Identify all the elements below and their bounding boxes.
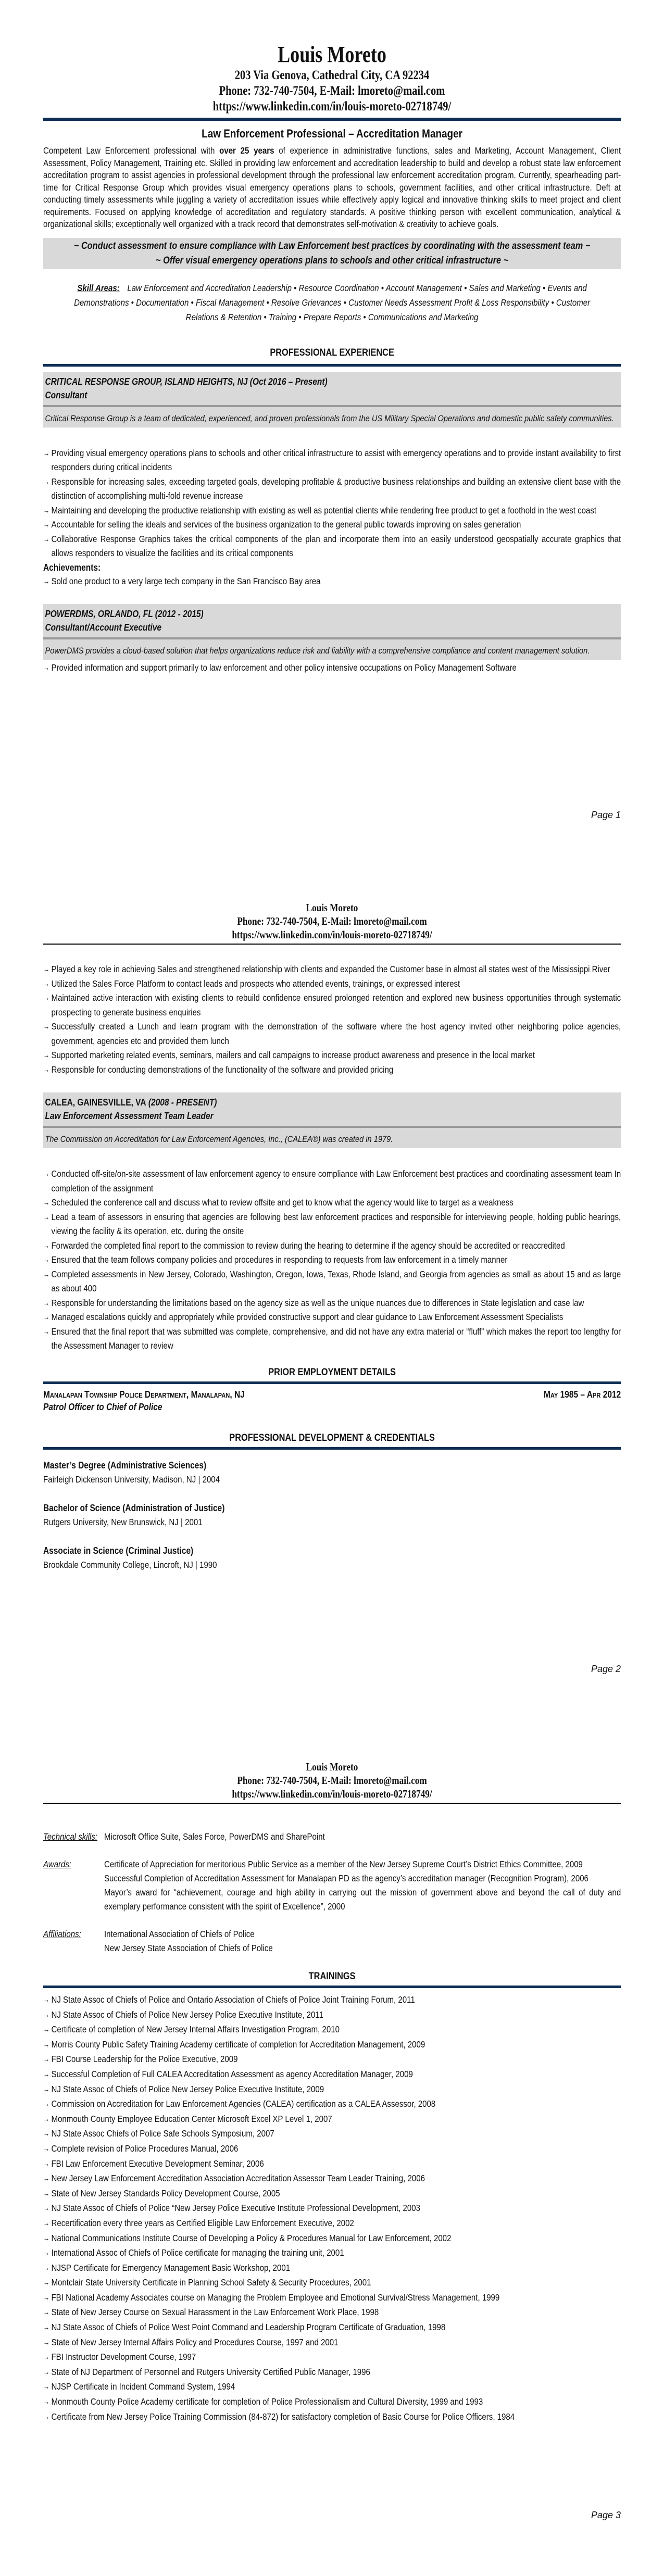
arrow-right-icon: → (43, 2010, 50, 2019)
page-number: Page 3 (591, 2510, 621, 2520)
arrow-right-icon: → (43, 994, 50, 1002)
technical-skills-label: Technical skills: (43, 1831, 98, 1842)
list-item: → Successfully created a Lunch and learn program with the demonstration of the software where the host agency invited other neighboring police agencies, government, agencies etc and provided them lunch (43, 1020, 621, 1048)
company-name: CALEA, GAINESVILLE, VA (45, 1097, 146, 1108)
linkedin-link[interactable]: https://www.linkedin.com/in/louis-moreto-02718749/ (232, 928, 432, 941)
job-role: Law Enforcement Assessment Team Leader (45, 1111, 214, 1121)
list-item: → FBI National Academy Associates course on Managing the Problem Employee and Emotional Survival/Stress Management, 1999 (43, 2290, 621, 2305)
list-item: → New Jersey Law Enforcement Accreditation Association Accreditation Assessor Team Leader Training, 2006 (43, 2171, 621, 2186)
arrow-right-icon: → (43, 1065, 50, 1074)
list-item: → Certificate of completion of New Jersey Internal Affairs Investigation Program, 2010 (43, 2022, 621, 2037)
list-item: → Maintaining and developing the productive relationship with existing as well as potential clients while rendering free product to get a foothold in the west coast (43, 504, 621, 518)
arrow-right-icon: → (43, 1995, 50, 2004)
section-divider (43, 1447, 621, 1450)
job-dates: (Oct 2016 – Present) (247, 376, 328, 387)
list-item: → FBI Law Enforcement Executive Development Seminar, 2006 (43, 2156, 621, 2171)
list-item: → International Assoc of Chiefs of Police certificate for managing the training unit, 2001 (43, 2245, 621, 2260)
arrow-right-icon: → (43, 2367, 50, 2376)
list-item: → FBI Course Leadership for the Police Executive, 2009 (43, 2052, 621, 2067)
section-title-development: PROFESSIONAL DEVELOPMENT & CREDENTIALS (229, 1432, 435, 1443)
degree: Bachelor of Science (Administration of Justice) (43, 1502, 225, 1513)
contact-info: Phone: 732-740-7504, E-Mail: lmoreto@mail.com (219, 84, 445, 98)
list-item: → Completed assessments in New Jersey, Colorado, Washington, Oregon, Iowa, Texas, Rhode Island, and Georgia from agencies as small as about 15 and as large as about 400 (43, 1267, 621, 1296)
summary: Competent Law Enforcement professional with over 25 years of experience in administrative functions, sales and Marketing, Account Management, Client Assessment, Policy Management, Training etc. Skilled in providing law enforcement and accreditation leadership to build and develop a robust state law enforcement accreditation program to assist agencies in professional development through the professional law enforcement accreditation program. Currently, spearheading part-time for Critical Response Group which provides visual emergency operations plans to schools, government facilities, and other critical infrastructure. Deft at conducting timely assessments while juggling a variety of accreditation issues while effectively apply logical and innovative thinking skills to meet project and client requirements. Focused on applying knowledge of accreditation and regulatory standards. A positive thinking person with excellent communication, analytical & organizational skills; exceptionally well organized with a track record that demonstrates self-motivation & creativity to achieve goals. (43, 145, 621, 229)
list-item: → Utilized the Sales Force Platform to contact leads and prospects who attended events, trainings, or expressed interest (43, 977, 621, 991)
degree: Associate in Science (Criminal Justice) (43, 1545, 194, 1556)
skill-areas-list: Law Enforcement and Accreditation Leadership • Resource Coordination • Account Management • Sales and Marketing • Events and Demonstrations • Documentation • Fiscal Management • Resolve Grievances • Customer Needs Assessment Profit & Loss Responsibility • Customer Relations & Retention • Training • Prepare Reports • Communications and Marketing (74, 282, 591, 322)
company-name: CRITICAL RESPONSE GROUP, ISLAND HEIGHTS, NJ (45, 376, 248, 387)
arrow-right-icon: → (43, 2412, 50, 2421)
arrow-right-icon: → (43, 2040, 50, 2049)
list-item: → State of New Jersey Internal Affairs Policy and Procedures Course, 1997 and 2001 (43, 2335, 621, 2350)
trainings-list (43, 1992, 621, 2424)
arrow-right-icon: → (43, 1255, 50, 1264)
section-divider (43, 1381, 621, 1384)
list-item: → NJ State Assoc of Chiefs of Police “New Jersey Police Executive Institute Professional Development, 2003 (43, 2201, 621, 2216)
list-item: → NJ State Assoc Chiefs of Police Safe Schools Symposium, 2007 (43, 2126, 621, 2141)
company-description: The Commission on Accreditation for Law Enforcement Agencies, Inc., (CALEA®) was created in 1979. (43, 1131, 621, 1148)
resume-header (95, 42, 569, 115)
job-role: Consultant/Account Executive (45, 622, 162, 633)
candidate-name: Louis Moreto (306, 1761, 358, 1773)
list-item: → National Communications Institute Course of Developing a Policy & Procedures Manual for Law Enforcement, 2002 (43, 2231, 621, 2246)
award-item: Certificate of Appreciation for meritorious Public Service as a member of the New Jersey Supreme Court’s District Ethics Committee, 2009 (104, 1859, 583, 1869)
linkedin-link[interactable]: https://www.linkedin.com/in/louis-moreto-02718749/ (232, 1788, 432, 1800)
list-item: → Played a key role in achieving Sales and strengthened relationship with clients and expanded the Customer base in almost all states west of the Mississippi River (43, 962, 621, 977)
arrow-right-icon: → (43, 1327, 50, 1336)
header-divider (43, 118, 621, 121)
technical-skills (43, 1830, 621, 1844)
list-item: → Monmouth County Employee Education Center Microsoft Excel XP Level 1, 2007 (43, 2112, 621, 2127)
awards-label: Awards: (43, 1859, 72, 1869)
job-bullets (43, 446, 621, 561)
arrow-right-icon: → (43, 2159, 50, 2168)
section-title-prior: PRIOR EMPLOYMENT DETAILS (268, 1366, 396, 1378)
arrow-right-icon: → (43, 2218, 50, 2227)
arrow-right-icon: → (43, 1298, 50, 1307)
list-item: → Maintained active interaction with existing clients to rebuild confidence ensured prolonged retention and explored new business opportunities through systematic prospecting to generate business enquiries (43, 991, 621, 1020)
header-divider (43, 944, 621, 945)
list-item: → Ensured that the final report that was submitted was complete, comprehensive, and did not have any extra material or “fluff” which makes the report too lengthy for the Assessment Manager to review (43, 1325, 621, 1353)
arrow-right-icon: → (43, 1170, 50, 1178)
affiliations (43, 1927, 621, 1955)
list-item: → Montclair State University Certificate in Planning School Safety & Security Procedures, 2001 (43, 2275, 621, 2290)
arrow-right-icon: → (43, 2084, 50, 2093)
candidate-name: Louis Moreto (306, 901, 358, 914)
arrow-right-icon: → (43, 965, 50, 973)
education-item (43, 1458, 621, 1486)
list-item: → Provided information and support primarily to law enforcement and other policy intensive occupations on Policy Management Software (43, 661, 621, 675)
list-item: → NJSP Certificate in Incident Command System, 1994 (43, 2379, 621, 2394)
education-item (43, 1501, 621, 1529)
arrow-right-icon: → (43, 2100, 50, 2108)
arrow-right-icon: → (43, 2055, 50, 2064)
arrow-right-icon: → (43, 1212, 50, 1221)
affiliations-label: Affiliations: (43, 1929, 81, 1939)
banner-line-1: ~ Conduct assessment to ensure compliance with Law Enforcement best practices by coordinating with the assessment team ~ (73, 240, 591, 252)
arrow-right-icon: → (43, 2025, 50, 2034)
arrow-right-icon: → (43, 2233, 50, 2242)
list-item: → Complete revision of Police Procedures Manual, 2006 (43, 2141, 621, 2156)
contact-info: Phone: 732-740-7504, E-Mail: lmoreto@mail.com (237, 1774, 427, 1787)
job-header-critical-response (43, 372, 621, 410)
arrow-right-icon: → (43, 2189, 50, 2197)
arrow-right-icon: → (43, 2308, 50, 2317)
section-title-experience: PROFESSIONAL EXPERIENCE (270, 347, 394, 358)
arrow-right-icon: → (43, 2069, 50, 2078)
arrow-right-icon: → (43, 2129, 50, 2138)
affiliation-item: International Association of Chiefs of Police (104, 1929, 255, 1939)
arrow-right-icon: → (43, 2382, 50, 2391)
list-item: → NJ State Assoc of Chiefs of Police New Jersey Police Executive Institute, 2011 (43, 2007, 621, 2022)
prior-employment (43, 1389, 621, 1400)
list-item: → Forwarded the completed final report to the commission to review during the hearing to determine if the agency should be accredited or reaccredited (43, 1239, 621, 1253)
job-dates: (2012 - 2015) (153, 609, 204, 619)
arrow-right-icon: → (43, 534, 50, 543)
prior-company: Manalapan Township Police Department, Manalapan, NJ (43, 1389, 245, 1400)
page-number: Page 1 (591, 810, 621, 820)
arrow-right-icon: → (43, 1313, 50, 1321)
summary-highlight: over 25 years (219, 145, 274, 156)
arrow-right-icon: → (43, 576, 50, 585)
company-description: Critical Response Group is a team of dedicated, experienced, and proven professionals from the US Military Special Operations and domestic public safety communities. (43, 410, 621, 428)
list-item: → Collaborative Response Graphics takes the critical components of the plan and incorporate them into an easily understood geospatially accurate graphics that allows responders to visualize the facilities and its critical components (43, 532, 621, 561)
banner-line-2: ~ Offer visual emergency operations plans to schools and other critical infrastructure ~ (156, 255, 509, 266)
award-item: Successful Completion of Accreditation Assessment for Manalapan PD as the agency’s accreditation manager (Recognition Program), 2006 (104, 1873, 588, 1883)
company-description: PowerDMS provides a cloud-based solution that helps organizations reduce risk and liability with a comprehensive compliance and content management solution. (43, 643, 621, 660)
list-item: → Providing visual emergency operations plans to schools and other critical infrastructure to assist with emergency operations and to provide instant availability to first responders during critical incidents (43, 446, 621, 475)
arrow-right-icon: → (43, 477, 50, 486)
header-divider (43, 1803, 621, 1804)
list-item: → NJ State Assoc of Chiefs of Police West Point Command and Leadership Program Certificate of Graduation, 1998 (43, 2320, 621, 2335)
award-item: Mayor’s award for “achievement, courage and high ability in carrying out the mission of government above and beyond the call of duty and exemplary performance consistent with the spirit of Excellence”, 2000 (104, 1887, 621, 1912)
education-item (43, 1543, 621, 1572)
prior-dates: May 1985 – Apr 2012 (543, 1389, 621, 1400)
arrow-right-icon: → (43, 663, 50, 672)
company-name: POWERDMS, ORLANDO, FL (45, 609, 153, 619)
section-divider (43, 1986, 621, 1988)
achievements-label: Achievements: (43, 562, 101, 573)
arrow-right-icon: → (43, 2114, 50, 2123)
list-item: → Certificate from New Jersey Police Training Commission (84-872) for satisfactory completion of Basic Course for Police Officers, 1984 (43, 2409, 621, 2424)
arrow-right-icon: → (43, 520, 50, 529)
professional-title: Law Enforcement Professional – Accreditation Manager (202, 127, 463, 140)
arrow-right-icon: → (43, 2174, 50, 2183)
list-item: → Morris County Public Safety Training Academy certificate of completion for Accreditation Management, 2009 (43, 2037, 621, 2052)
arrow-right-icon: → (43, 2248, 50, 2257)
affiliation-item: New Jersey State Association of Chiefs of Police (104, 1943, 273, 1953)
arrow-right-icon: → (43, 2338, 50, 2346)
arrow-right-icon: → (43, 2353, 50, 2361)
page-number: Page 2 (591, 1664, 621, 1674)
arrow-right-icon: → (43, 2144, 50, 2153)
arrow-right-icon: → (43, 2278, 50, 2287)
contact-info: Phone: 732-740-7504, E-Mail: lmoreto@mail.com (237, 915, 427, 927)
list-item: → Recertification every three years as Certified Eligible Law Enforcement Executive, 2002 (43, 2216, 621, 2231)
list-item: → Responsible for understanding the limitations based on the agency size as well as the unique nuances due to differences in State legislation and case law (43, 1296, 621, 1311)
skill-areas-label: Skill Areas: (77, 282, 120, 293)
list-item: → Conducted off-site/on-site assessment of law enforcement agency to ensure compliance with Law Enforcement best practices and coordinating assessment team In completion of the assignment (43, 1167, 621, 1196)
section-title-trainings: TRAININGS (308, 1971, 356, 1982)
arrow-right-icon: → (43, 1051, 50, 1059)
arrow-right-icon: → (43, 2323, 50, 2332)
arrow-right-icon: → (43, 2204, 50, 2213)
job-header-calea (43, 1092, 621, 1131)
page-2 (0, 859, 664, 1718)
linkedin-link[interactable]: https://www.linkedin.com/in/louis-moreto-02718749/ (212, 99, 452, 114)
page-1 (0, 0, 664, 859)
resume-header (95, 1760, 569, 1801)
arrow-right-icon: → (43, 1241, 50, 1250)
arrow-right-icon: → (43, 2263, 50, 2272)
list-item: → Successful Completion of Full CALEA Accreditation Assessment as agency Accreditation Manager, 2009 (43, 2067, 621, 2082)
arrow-right-icon: → (43, 506, 50, 514)
job-role: Consultant (45, 389, 87, 400)
list-item: → Accountable for selling the ideals and services of the business organization to the general public towards improving on sales generation (43, 518, 621, 532)
technical-skills-value: Microsoft Office Suite, Sales Force, PowerDMS and SharePoint (104, 1831, 325, 1842)
list-item: → Scheduled the conference call and discuss what to review offsite and get to know what the agency would like to target as a weakness (43, 1196, 621, 1210)
list-item: → NJ State Assoc of Chiefs of Police New Jersey Police Executive Institute, 2009 (43, 2082, 621, 2097)
list-item: → Sold one product to a very large tech company in the San Francisco Bay area (43, 574, 621, 589)
arrow-right-icon: → (43, 2293, 50, 2302)
arrow-right-icon: → (43, 1270, 50, 1278)
page-3 (0, 1718, 664, 2576)
awards (43, 1857, 621, 1914)
school: Fairleigh Dickenson University, Madison, NJ | 2004 (43, 1474, 220, 1485)
section-divider (43, 364, 621, 367)
achievements-list (43, 574, 621, 589)
list-item: → NJSP Certificate for Emergency Management Basic Workshop, 2001 (43, 2260, 621, 2276)
divider (43, 1126, 621, 1128)
resume-header (95, 901, 569, 941)
list-item: → State of New Jersey Course on Sexual Harassment in the Law Enforcement Work Place, 1998 (43, 2305, 621, 2320)
list-item: → Commission on Accreditation for Law Enforcement Agencies (CALEA) certification as a CALEA Assessor, 2008 (43, 2096, 621, 2112)
list-item: → Responsible for conducting demonstrations of the functionality of the software and provided pricing (43, 1063, 621, 1077)
arrow-right-icon: → (43, 2397, 50, 2406)
address: 203 Via Genova, Cathedral City, CA 92234 (234, 68, 430, 82)
job-header-powerdms (43, 604, 621, 643)
divider (43, 637, 621, 639)
arrow-right-icon: → (43, 448, 50, 457)
list-item: → NJ State Assoc of Chiefs of Police and Ontario Association of Chiefs of Police Joint Training Forum, 2011 (43, 1992, 621, 2007)
value-banner (43, 238, 621, 269)
arrow-right-icon: → (43, 979, 50, 988)
list-item: → State of NJ Department of Personnel and Rutgers University Certified Public Manager, 1996 (43, 2365, 621, 2380)
school: Brookdale Community College, Lincroft, NJ | 1990 (43, 1559, 217, 1570)
skill-areas (61, 281, 603, 324)
arrow-right-icon: → (43, 1022, 50, 1031)
arrow-right-icon: → (43, 1198, 50, 1207)
job-bullets (43, 962, 621, 1077)
divider (43, 405, 621, 407)
job-bullets (43, 661, 621, 675)
job-dates: (2008 - PRESENT) (146, 1097, 217, 1108)
list-item: → Responsible for increasing sales, exceeding targeted goals, developing profitable & productive business relationships and building an extensive client base with the distinction of accomplishing multi-fold revenue increase (43, 475, 621, 504)
school: Rutgers University, New Brunswick, NJ | 2001 (43, 1516, 203, 1527)
list-item: → State of New Jersey Standards Policy Development Course, 2005 (43, 2186, 621, 2201)
list-item: → Monmouth County Police Academy certificate for completion of Police Professionalism and Cultural Diversity, 1999 and 1993 (43, 2394, 621, 2409)
prior-role: Patrol Officer to Chief of Police (43, 1401, 162, 1412)
list-item: → Managed escalations quickly and appropriately while provided constructive support and clear guidance to Law Enforcement Assessment Specialists (43, 1310, 621, 1325)
job-bullets (43, 1167, 621, 1353)
list-item: → Supported marketing related events, seminars, mailers and call campaigns to increase product awareness and presence in the local market (43, 1048, 621, 1063)
candidate-name: Louis Moreto (278, 42, 386, 67)
list-item: → FBI Instructor Development Course, 1997 (43, 2349, 621, 2365)
list-item: → Lead a team of assessors in ensuring that agencies are following best law enforcement practices and responsible for interviewing people, holding public hearings, viewing the facility & its operation, etc. during the onsite (43, 1210, 621, 1239)
list-item: → Ensured that the team follows company policies and procedures in responding to requests from law enforcement in a timely manner (43, 1253, 621, 1267)
degree: Master’s Degree (Administrative Sciences) (43, 1460, 207, 1471)
